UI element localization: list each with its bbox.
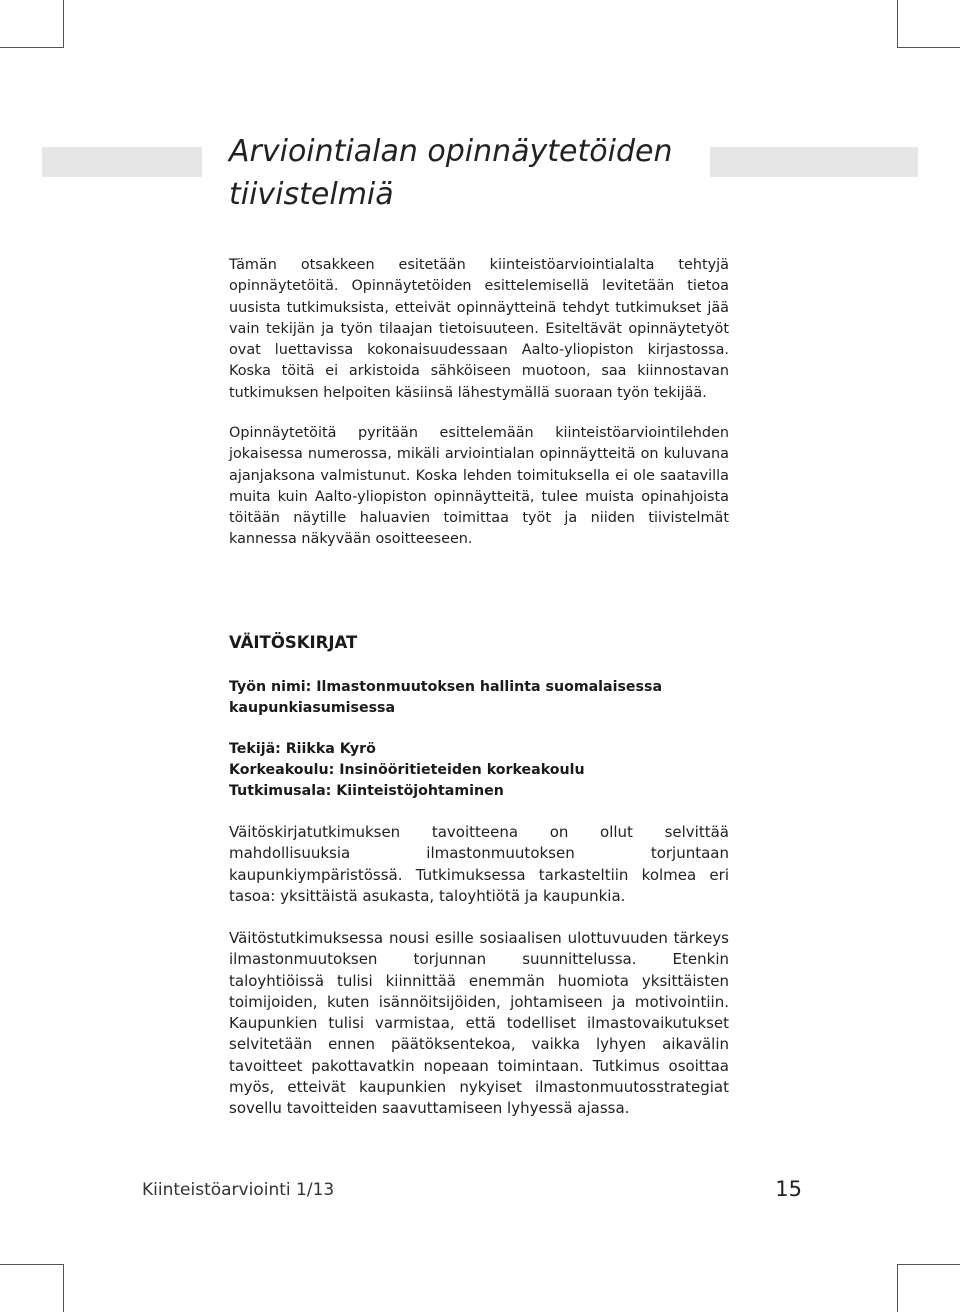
header-band-left — [42, 147, 202, 177]
research-field: Tutkimusala: Kiinteistöjohtaminen — [229, 783, 504, 799]
crop-mark — [897, 47, 960, 48]
crop-mark — [63, 1264, 64, 1312]
crop-mark — [0, 1264, 63, 1265]
crop-mark — [897, 0, 898, 48]
crop-mark — [897, 1264, 960, 1265]
footer-publication: Kiinteistöarviointi 1/13 — [142, 1180, 335, 1200]
author: Tekijä: Riikka Kyrö — [229, 741, 376, 757]
page-number: 15 — [775, 1177, 802, 1201]
work-title: Työn nimi: Ilmastonmuutoksen hallinta suomalaisessa kaupunkiasumisessa — [229, 679, 663, 716]
crop-mark — [0, 47, 63, 48]
crop-mark — [897, 1264, 898, 1312]
page-title: Arviointialan opinnäytetöiden tiivistelmiä — [229, 134, 673, 212]
abstract-paragraph-1: Väitöskirjatutkimuksen tavoitteena on ollut selvittää mahdollisuuksia ilmastonmuutoksen torjuntaan kaupunkiympäristössä. Tutkimuksessa tarkasteltiin kolmea eri tasoa: yksittäistä asukasta, taloyhtiötä ja kaupunkia. — [229, 823, 729, 905]
crop-mark — [63, 0, 64, 48]
university: Korkeakoulu: Insinööritieteiden korkeakoulu — [229, 762, 585, 778]
intro-paragraph-1: Tämän otsakkeen esitetään kiinteistöarviointialalta tehtyjä opinnäytetöitä. Opinnäytetöiden esittelemisellä levitetään tietoa uusista tutkimuksista, etteivät opinnäytteinä tehdyt tutkimukset jää vain tekijän ja työn tilaajan tietoisuuteen. Esiteltävät opinnäytetyöt ovat luettavissa kokonaisuudessaan Aalto-yliopiston kirjastossa. Koska töitä ei arkistoida sähköiseen muotoon, saa kiinnostavan tutkimuksen helpoiten käsiinsä lähestymällä suoraan työn tekijää. — [229, 257, 729, 401]
intro-paragraph-2: Opinnäytetöitä pyritään esittelemään kiinteistöarviointilehden jokaisessa numerossa, mikäli arviointialan opinnäytteitä on kuluvana ajanjaksona valmistunut. Koska lehden toimituksella ei ole saatavilla muita kuin Aalto-yliopiston opinnäytteitä, tulee muista opinahjoista töitään näytille haluavien toimittaa työt ja niiden tiivistelmät kannessa näkyvään osoitteeseen. — [229, 425, 729, 548]
abstract-paragraph-2: Väitöstutkimuksessa nousi esille sosiaalisen ulottuvuuden tärkeys ilmastonmuutoksen torjunnan suunnittelussa. Etenkin taloyhtiöissä tulisi kiinnittää enemmän huomiota yksittäisten toimijoiden, kuten isännöitsijöiden, johtamiseen ja motivointiin. Kaupunkien tulisi varmistaa, että todelliset ilmastovaikutukset selvitetään ennen päätöksentekoa, vaikka lyhyen aikavälin tavoitteet pakottavatkin nopeaan toimintaan. Tutkimus osoittaa myös, etteivät kaupunkien nykyiset ilmastonmuutosstrategiat sovellu tavoitteiden saavuttamiseen lyhyessä ajassa. — [229, 929, 729, 1118]
section-heading: VÄITÖSKIRJAT — [229, 633, 358, 652]
